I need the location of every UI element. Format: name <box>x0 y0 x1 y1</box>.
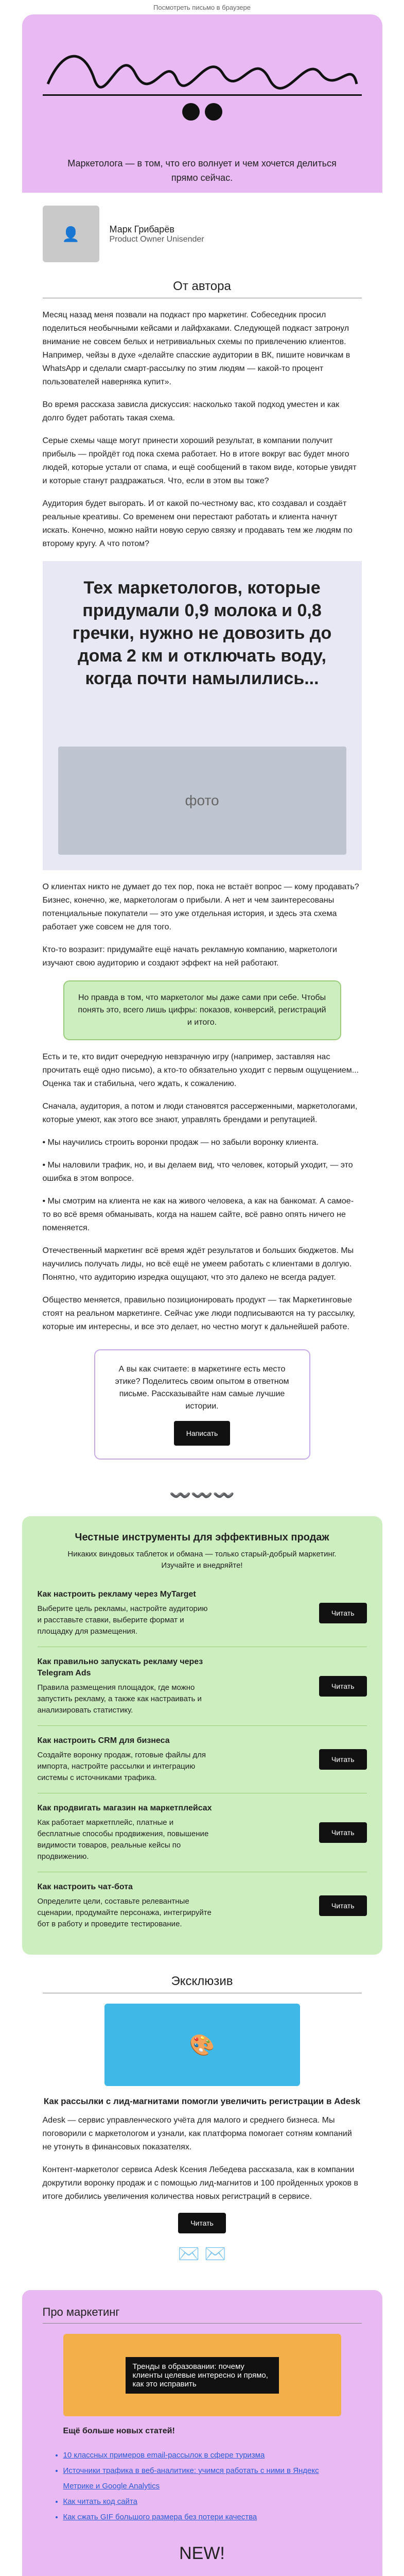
article-body: Месяц назад меня позвали на подкаст про маркетинг. Собеседник просил поделиться необычными кейсами и лайфхаками. Следующей подкаст затронул внимание не совсем белых и нетривиальных схемы по привлечению клиентов. Например, чейзы в духе «делайте спасские аудитории в ВК, пишите новичкам в WhatsApp и сделали смарт-рассылку по этим людям — какой-то процент пользователей наверняка купит». Во время рассказа зависла дискуссия: насколько такой подход уместен и как долго будет работать такая схема. Серые схемы чаще могут принести хороший результат, в компании получит прибыль — пройдёт год пока схема работает. Но в итоге вокруг вас будет много людей, которые устали от спама, и ещё сообщений в таком виде, которые увидят и которые станут раздражаться. Что, если в этом вы тоже? Аудитория будет выгорать. И от какой по-честному вас, кто создавал и создаёт реальные креативы. Со временем они перестают работать и клиента начнут искать. Конечно, можно найти новую серую связку и продавать тем же людям по второму кругу. А что потом? <box>42 311 357 548</box>
tools-section <box>22 1516 382 1955</box>
squiggle-icon: 〰️〰️〰️ <box>169 1486 235 1505</box>
author-role: Product Owner Unisender <box>109 234 204 244</box>
tool-item: Как настроить CRM для бизнеса Создайте воронку продаж, готовые файлы для импорта, настройте рассылки и интеграцию системы с источниками трафика. Читать <box>38 1726 367 1793</box>
marketing-more: Ещё больше новых статей! <box>63 2427 175 2435</box>
tool-item: Как настроить рекламу через MyTarget Выберите цель рекламы, настройте аудиторию и расставьте ставки, выберите формат и площадку для размещения. Читать <box>38 1580 367 1647</box>
marketing-link[interactable]: • Источники трафика в веб-аналитике: учимся работать с ними в Яндекс Метрике и Google Analytics <box>63 2463 341 2494</box>
tool-item: Как настроить чат-бота Определите цели, составьте релевантные сценарии, продумайте персонажа, интегрируйте бот в работу и проведите тестирование. Читать <box>38 1872 367 1939</box>
marketing-link[interactable]: • Как читать код сайта <box>63 2494 341 2510</box>
envelope-icon: ✉️ ✉️ <box>178 2244 226 2264</box>
author-block <box>22 193 382 275</box>
tools-sub: Никаких виндовых таблеток и обмана — только старый-добрый маркетинг. Изучайте и внедряйте! <box>67 1550 337 1570</box>
section-title-exclusive: Эксклюзив <box>171 1974 233 1988</box>
author-name: Марк Грибарёв <box>109 224 174 234</box>
tool-item: Как продвигать магазин на маркетплейсах Как работает маркетплейс, платные и бесплатные способы продвижения, повышение видимости товаров, реальные кейсы по продвижению. Читать <box>38 1793 367 1872</box>
tool-read-button[interactable]: Читать <box>319 1603 367 1623</box>
tool-read-button[interactable]: Читать <box>319 1895 367 1916</box>
new-scribble-icon: NEW! <box>179 2543 225 2563</box>
highlight-quote: Но правда в том, что маркетолог мы даже сами при себе. Чтобы понять это, всего лишь цифры: показов, конверсий, регистраций и итого. <box>63 980 341 1040</box>
marketing-section <box>22 2290 382 2576</box>
marketing-link[interactable]: • Как сжать GIF большого размера без потери качества <box>63 2510 341 2525</box>
tools-title: Честные инструменты для эффективных продаж <box>75 1532 329 1543</box>
section-title-author: От автора <box>173 279 231 293</box>
intro-text: Маркетолога — в том, что его волнует и чем хочется делиться прямо сейчас. <box>67 158 337 183</box>
quote-banner <box>43 561 362 870</box>
tool-read-button[interactable]: Читать <box>319 1822 367 1843</box>
tool-read-button[interactable]: Читать <box>319 1676 367 1697</box>
logo-scribble-icon <box>43 38 362 94</box>
reply-button[interactable]: Написать <box>174 1421 230 1446</box>
tool-item: Как правильно запускать рекламу через Telegram Ads Правила размещения площадок, где можно запустить рекламу, а также как настраивать и анализировать статистику. Читать <box>38 1647 367 1726</box>
marketing-title: Про маркетинг <box>42 2306 120 2318</box>
feedback-note: А вы как считаете: в маркетинге есть место этике? Поделитесь своим опытом в ответном письме. Рассказывайте нам самые лучшие истории. Написать <box>94 1349 310 1460</box>
exclusive-image: 🎨 <box>104 2004 300 2086</box>
header-banner <box>22 14 382 143</box>
exclusive-read-button[interactable]: Читать <box>178 2213 226 2233</box>
view-in-browser-link[interactable]: Посмотреть письмо в браузере <box>153 3 251 11</box>
tool-read-button[interactable]: Читать <box>319 1749 367 1770</box>
marketing-link[interactable]: • 10 классных примеров email-рассылок в сфере туризма <box>63 2448 341 2463</box>
eyes-icon <box>182 103 222 121</box>
banner-title: Тех маркетологов, которые придумали 0,9 молока и 0,8 гречки, нужно не довозить до дома 2 км и отключать воду, когда почти намылились... <box>72 578 332 688</box>
marketing-promo[interactable]: Тренды в образовании: почему клиенты целевые интересно и прямо, как это исправить <box>63 2334 341 2416</box>
author-avatar: 👤 <box>43 206 99 262</box>
banner-image: фото <box>58 747 346 855</box>
brand-logo <box>43 38 362 96</box>
exclusive-head: Как рассылки с лид-магнитами помогли увеличить регистрации в Adesk <box>43 2096 361 2106</box>
